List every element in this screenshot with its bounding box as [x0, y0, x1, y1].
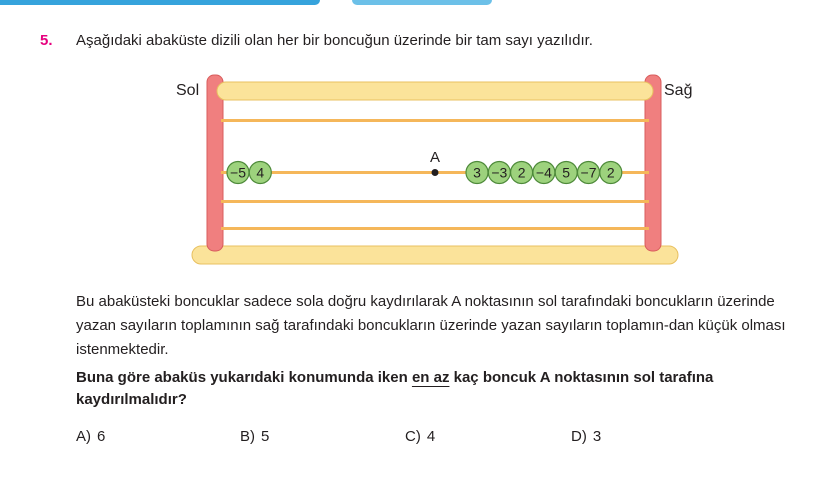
- problem-paragraph: Bu abaküsteki boncuklar sadece sola doğru kaydırılarak A noktasının sol tarafındaki boncukların üzerinde yazan sayıların toplamının sağ tarafındaki boncukların üzerinde yazan sayıların toplamın-dan küçük olması istenmektedir.: [76, 293, 786, 358]
- choice-a-letter: A): [76, 428, 91, 445]
- question-intro: Aşağıdaki abaküste dizili olan her bir boncuğun üzerinde bir tam sayı yazılıdır.: [76, 32, 593, 49]
- choice-c[interactable]: [405, 428, 435, 445]
- choice-c-value: 4: [426, 428, 436, 445]
- abacus-right-label: Sağ: [664, 82, 693, 99]
- abacus-left-post: [207, 75, 223, 251]
- bead-label: 3: [473, 164, 481, 181]
- question-text-part1: Buna göre abaküs yukarıdaki konumunda iken: [76, 369, 412, 386]
- abacus-bead: [227, 162, 249, 184]
- abacus-right-post: [645, 75, 661, 251]
- abacus-bead: [466, 162, 488, 184]
- abacus-bead: [533, 162, 555, 184]
- abacus-bead: [578, 162, 600, 184]
- bead-label: 4: [256, 164, 265, 181]
- abacus-bead: [555, 162, 577, 184]
- bead-label: 2: [606, 164, 615, 181]
- problem-question: [76, 367, 816, 411]
- bead-label: −4: [535, 164, 552, 181]
- choice-d[interactable]: [571, 428, 601, 445]
- choice-d-value: 3: [592, 428, 602, 445]
- abacus-bead: [249, 162, 271, 184]
- choice-b-value: 5: [261, 428, 270, 445]
- choice-b-letter: B): [240, 428, 255, 445]
- choice-b[interactable]: [240, 428, 269, 445]
- abacus-rod: [221, 119, 649, 122]
- question-number: 5.: [40, 32, 53, 49]
- bead-label: −7: [580, 164, 597, 181]
- choice-a-value: 6: [97, 428, 106, 445]
- abacus-bead: [488, 162, 510, 184]
- abacus-bead: [600, 162, 622, 184]
- abacus-rod: [221, 227, 649, 230]
- point-a-label: A: [429, 149, 441, 166]
- abacus-rod: [221, 200, 649, 203]
- bead-label: −3: [491, 164, 508, 181]
- bead-label: −5: [230, 164, 246, 181]
- abacus-top-bar: [217, 82, 653, 100]
- abacus-base: [192, 246, 678, 264]
- point-a-dot: [432, 169, 439, 176]
- abacus-left-label: Sol: [176, 82, 200, 99]
- bead-label: 5: [562, 164, 571, 181]
- choice-a[interactable]: [76, 428, 105, 445]
- bead-label: 2: [517, 164, 526, 181]
- question-text-part2: kaç boncuk A noktasının sol tarafına kaydırılmalıdır?: [76, 369, 714, 408]
- abacus-bead: [511, 162, 533, 184]
- question-emphasis: en az: [411, 369, 450, 386]
- choice-c-letter: C): [405, 428, 421, 445]
- choice-d-letter: D): [571, 428, 587, 445]
